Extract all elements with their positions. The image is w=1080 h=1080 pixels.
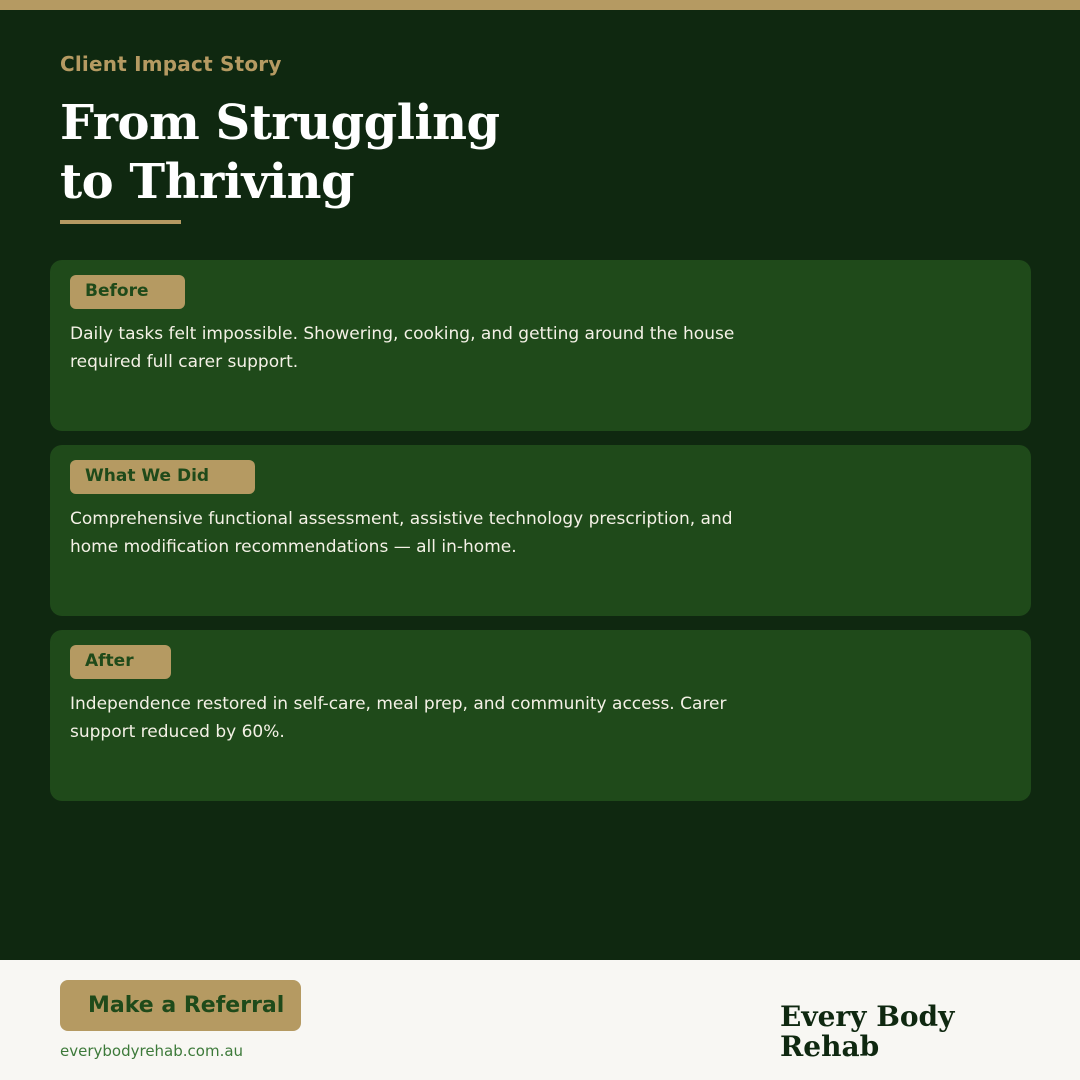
- top-accent-bar: [0, 0, 1080, 10]
- title-underline: [60, 220, 181, 224]
- what-we-did-badge: What We Did: [70, 460, 255, 494]
- before-text: Daily tasks felt impossible. Showering, cooking, and getting around the house required full carer support.: [70, 324, 735, 372]
- title-line-2: to Thriving: [60, 154, 355, 210]
- before-card: [50, 260, 1031, 431]
- eyebrow-label: Client Impact Story: [60, 52, 282, 76]
- brand-line-1: Every Body: [780, 1000, 955, 1033]
- make-referral-button[interactable]: Make a Referral: [60, 980, 301, 1031]
- after-badge: After: [70, 645, 171, 679]
- before-badge: Before: [70, 275, 185, 309]
- title-line-1: From Struggling: [60, 95, 500, 151]
- what-we-did-text: Comprehensive functional assessment, assistive technology prescription, and home modification recommendations — all in-home.: [70, 509, 733, 557]
- footer: [0, 960, 1080, 1080]
- website-link[interactable]: everybodyrehab.com.au: [60, 1042, 244, 1060]
- after-text: Independence restored in self-care, meal prep, and community access. Carer support reduced by 60%.: [70, 694, 727, 742]
- brand-line-2: Rehab: [780, 1030, 880, 1063]
- brand-logo-text: [780, 1002, 1000, 1062]
- what-we-did-card: [50, 445, 1031, 616]
- page-title: [60, 94, 680, 212]
- after-card: [50, 630, 1031, 801]
